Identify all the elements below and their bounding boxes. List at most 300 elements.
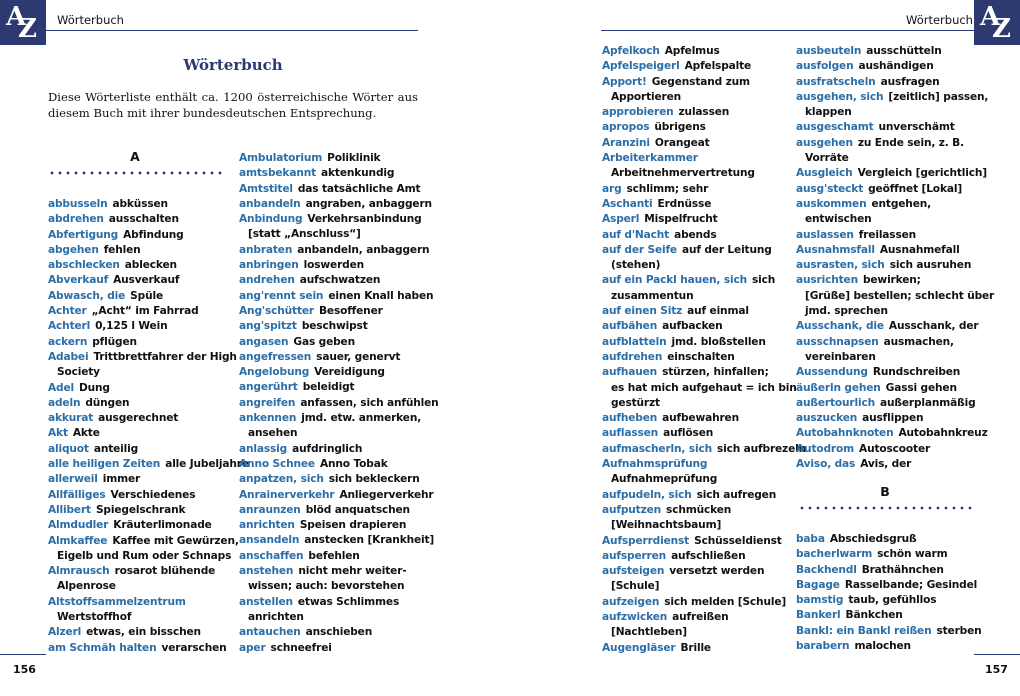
entry-definition: malochen [854, 640, 911, 653]
dictionary-entry [239, 166, 427, 181]
dictionary-entry [602, 595, 790, 610]
entry-definition: ablecken [124, 259, 177, 272]
entry-term: Altstoffsammelzentrum [48, 595, 186, 608]
entry-definition: Besoffener [318, 304, 383, 317]
entry-definition: schneefrei [270, 641, 332, 654]
entry-term: alle heiligen Zeiten [48, 458, 161, 471]
dictionary-entry [602, 228, 790, 243]
dictionary-entry [239, 595, 427, 610]
entry-term: Bagage [796, 578, 840, 591]
entry-definition: Dung [79, 381, 110, 394]
entry-definition: Anno Tobak [319, 457, 388, 470]
entry-definition: sich melden [Schule] [664, 595, 787, 608]
entry-definition: ausgerechnet [98, 412, 179, 425]
dictionary-entry [602, 44, 790, 59]
entry-term: Ausgleich [796, 167, 853, 180]
dictionary-entry [239, 641, 427, 656]
entry-term: auf ein Packl hauen, sich [602, 274, 747, 287]
entry-term: ausfolgen [796, 60, 854, 73]
entry-definition: Poliklinik [327, 152, 381, 164]
entry-definition: Apfelspalte [684, 60, 752, 73]
dictionary-entry [48, 197, 236, 212]
dictionary-entry [796, 578, 984, 593]
dictionary-entry [602, 120, 790, 135]
dictionary-entry [239, 564, 427, 579]
dictionary-entry [602, 365, 790, 380]
entry-term: Backhendl [796, 563, 857, 576]
dictionary-entry [48, 488, 236, 503]
entry-definition: das tatsächliche Amt [297, 182, 421, 195]
dictionary-entry [796, 532, 984, 547]
dictionary-entry [602, 59, 790, 74]
dictionary-entry [602, 442, 806, 457]
entry-definition: [zeitlich] passen, [888, 90, 989, 103]
entry-column-2 [239, 151, 439, 656]
entry-definition: übrigens [654, 121, 706, 134]
entry-term: anbandeln [239, 197, 301, 210]
entry-term: anlassig [239, 442, 288, 455]
dictionary-entry [602, 335, 790, 350]
entry-term: Alzerl [48, 626, 82, 639]
entry-definition: anbandeln, anbaggern [297, 243, 430, 256]
entry-term: andrehen [239, 274, 295, 287]
entry-term: Arbeiterkammer [602, 152, 698, 165]
entry-term: auszucken [796, 412, 858, 425]
entry-term: Aschanti [602, 197, 653, 210]
entry-term: Aviso, das [796, 458, 856, 471]
entry-definition: Rundschreiben [872, 366, 961, 379]
entry-term: Achterl [48, 320, 91, 333]
entry-term: aliquot [48, 442, 89, 455]
dictionary-entry [796, 243, 984, 258]
entry-term: Adel [48, 381, 74, 394]
entry-definition: sich aufbrezeln [716, 442, 806, 455]
header-rule [46, 30, 418, 31]
section-divider [48, 171, 226, 175]
dictionary-entry [239, 289, 434, 304]
dictionary-entry [239, 457, 427, 472]
dictionary-entry [602, 197, 790, 212]
entry-definition: wissen; auch: bevorstehen [248, 580, 405, 593]
entry-definition: beschwipst [301, 320, 368, 333]
entry-continuation [48, 549, 236, 564]
dictionary-entry [796, 593, 984, 608]
entry-term: ausgehen, sich [796, 90, 884, 103]
dictionary-entry [796, 547, 984, 562]
dictionary-entry [239, 380, 427, 395]
entry-term: Almdudler [48, 519, 109, 532]
dictionary-entry [48, 304, 236, 319]
entry-term: akkurat [48, 412, 94, 425]
dictionary-entry [602, 564, 790, 579]
dictionary-entry [796, 228, 984, 243]
entry-term: angerührt [239, 381, 298, 394]
entry-definition: Ausverkauf [113, 274, 180, 287]
entry-definition: Autobahnkreuz [898, 427, 988, 440]
entry-definition: aufdringlich [292, 442, 363, 455]
entry-definition: entgehen, [871, 197, 932, 210]
entry-definition: klappen [805, 106, 852, 119]
dictionary-entry [602, 304, 790, 319]
entry-definition: schön warm [877, 548, 948, 561]
entry-definition: Abschiedsgruß [829, 533, 917, 545]
dictionary-entry [48, 319, 236, 334]
dictionary-entry [602, 488, 790, 503]
entry-definition: aufschließen [671, 549, 746, 562]
dictionary-entry [796, 166, 987, 181]
intro-paragraph: Diese Wörterliste enthält ca. 1200 österreichische Wörter aus diesem Buch mit ihrer bundesdeutschen Entsprechung. [48, 90, 418, 120]
entry-definition: sauer, genervt [316, 350, 401, 363]
entry-continuation [796, 304, 984, 319]
entry-definition: anstecken [Krankheit] [304, 534, 435, 547]
entry-definition: Spiegelschrank [95, 503, 186, 516]
entry-term: ausg'steckt [796, 182, 864, 195]
entry-term: anschaffen [239, 549, 304, 562]
dictionary-entry [602, 610, 790, 625]
entry-definition: außerplanmäßig [879, 396, 976, 409]
entry-term: anstellen [239, 595, 293, 608]
page-number: 156 [13, 663, 36, 676]
entry-definition: nicht mehr weiter- [298, 565, 407, 578]
dictionary-entry [48, 534, 239, 549]
entry-definition: „Acht“ im Fahrrad [91, 305, 199, 318]
entry-definition: [Grüße] bestellen; schlecht über [805, 289, 995, 302]
entry-term: Ambulatorium [239, 152, 323, 164]
entry-term: Adabei [48, 350, 89, 363]
dictionary-entry [48, 625, 236, 640]
entry-continuation [796, 105, 984, 120]
dictionary-entry [48, 457, 249, 472]
dictionary-entry [602, 151, 790, 166]
dictionary-entry [796, 90, 989, 105]
entry-definition: ausschalten [108, 213, 179, 226]
entry-continuation [48, 579, 236, 594]
entry-definition: Erdnüsse [657, 197, 712, 210]
entry-term: Apport! [602, 75, 647, 88]
entry-term: bamstig [796, 594, 844, 607]
entry-term: Bankl: ein Bankl reißen [796, 624, 932, 637]
entry-term: barabern [796, 640, 850, 653]
entry-definition: Gas geben [293, 335, 355, 348]
entry-definition: ausflippen [862, 412, 924, 425]
entry-term: Aranzini [602, 136, 650, 149]
dictionary-entry [48, 228, 236, 243]
entry-term: Aufsperrdienst [602, 534, 690, 547]
entry-term: Abfertigung [48, 228, 119, 241]
entry-definition: fehlen [103, 243, 141, 256]
dictionary-entry [48, 258, 236, 273]
entry-definition: auf der Leitung [681, 243, 772, 256]
entry-term: arg [602, 182, 622, 195]
dictionary-entry [796, 319, 984, 334]
dictionary-entry [48, 426, 236, 441]
entry-definition: Brathähnchen [861, 563, 944, 576]
entry-definition: auf einmal [687, 305, 749, 318]
dictionary-entry [48, 442, 236, 457]
entry-term: ankennen [239, 412, 297, 425]
entry-definition: Gegenstand zum [651, 75, 750, 88]
dictionary-entry [796, 182, 984, 197]
dictionary-entry [796, 273, 984, 288]
entry-term: auflassen [602, 427, 659, 440]
entry-definition: sich aufregen [696, 488, 777, 501]
dictionary-entry [239, 625, 427, 640]
entry-term: Asperl [602, 213, 640, 226]
dictionary-entry [48, 472, 236, 487]
entry-definition: schmücken [666, 503, 732, 516]
dictionary-entry [796, 442, 984, 457]
dictionary-entry [602, 212, 790, 227]
entry-definition: blöd anquatschen [305, 503, 410, 516]
entry-continuation [796, 151, 984, 166]
entry-term: aufzeigen [602, 595, 660, 608]
entry-definition: Orangeat [654, 136, 710, 149]
entry-definition: Avis, der [860, 458, 912, 471]
right-page [510, 0, 1020, 696]
dictionary-entry [796, 624, 984, 639]
entry-term: ausrasten, sich [796, 259, 885, 272]
entry-definition: ausmachen, [883, 335, 954, 348]
dictionary-entry [602, 503, 790, 518]
entry-definition: zu Ende sein, z. B. [857, 136, 964, 149]
entry-term: abbusseln [48, 198, 108, 210]
entry-term: Angelobung [239, 366, 310, 379]
entry-definition: pflügen [92, 335, 137, 348]
entry-definition: sich bekleckern [328, 473, 420, 486]
dictionary-entry [239, 503, 427, 518]
dictionary-entry [48, 411, 236, 426]
entry-term: Anbindung [239, 213, 303, 226]
entry-term: aufputzen [602, 503, 662, 516]
entry-term: Abwasch, die [48, 289, 126, 302]
entry-definition: ausschütteln [866, 45, 942, 57]
dictionary-entry [239, 304, 427, 319]
entry-continuation [602, 625, 790, 640]
entry-definition: aufreißen [672, 610, 729, 623]
entry-definition: alle Jubeljahre [165, 458, 249, 471]
entry-continuation [602, 289, 790, 304]
entry-term: allerweil [48, 473, 98, 486]
entry-term: approbieren [602, 106, 674, 119]
entry-term: adeln [48, 396, 81, 409]
dictionary-entry [796, 563, 984, 578]
dictionary-entry [239, 335, 427, 350]
footer-rule [0, 654, 46, 655]
entry-term: aufzwicken [602, 610, 668, 623]
entry-term: Almrausch [48, 565, 110, 578]
entry-term: aufsperren [602, 549, 667, 562]
dictionary-entry [48, 273, 236, 288]
entry-definition: gestürzt [611, 396, 660, 409]
dictionary-entry [239, 442, 427, 457]
entry-term: anrichten [239, 519, 295, 532]
dictionary-entry [239, 549, 427, 564]
dictionary-entry [239, 488, 434, 503]
entry-term: abdrehen [48, 213, 104, 226]
entry-term: Anno Schnee [239, 457, 315, 470]
dictionary-entry [796, 197, 984, 212]
dictionary-entry [796, 365, 984, 380]
entry-continuation [602, 396, 790, 411]
dictionary-entry [239, 533, 435, 548]
entry-definition: Bänkchen [845, 609, 903, 622]
entry-definition: anteilig [93, 442, 139, 455]
entry-term: aufpudeln, sich [602, 488, 692, 501]
section-letter-b: B [880, 484, 890, 499]
entry-term: Apfelspeigerl [602, 60, 680, 73]
entry-term: baba [796, 533, 825, 545]
dictionary-entry [48, 503, 236, 518]
entry-definition: Brille [680, 641, 711, 654]
entry-definition: jmd. sprechen [805, 305, 888, 318]
dictionary-entry [239, 396, 439, 411]
entry-definition: aktenkundig [321, 167, 395, 180]
entry-definition: jmd. etw. anmerken, [301, 412, 422, 425]
entry-definition: angraben, anbaggern [305, 197, 432, 210]
running-header: Wörterbuch [57, 13, 124, 27]
dictionary-entry [796, 639, 984, 654]
dictionary-entry [796, 44, 984, 59]
dictionary-entry [602, 641, 790, 656]
dictionary-entry [48, 641, 236, 656]
entry-term: amtsbekannt [239, 167, 317, 180]
entry-term: aufblatteln [602, 335, 667, 348]
dictionary-entry [239, 350, 427, 365]
dictionary-entry [239, 197, 432, 212]
entry-term: ansandeln [239, 534, 300, 547]
az-logo-icon: A Z [974, 0, 1020, 45]
entry-term: anbraten [239, 243, 293, 256]
entry-term: aufsteigen [602, 565, 665, 578]
entry-term: ausgehen [796, 136, 853, 149]
entry-definition: bewirken; [862, 274, 921, 287]
dictionary-entry [602, 273, 790, 288]
entry-definition: aufbacken [662, 320, 723, 333]
entry-term: Autodrom [796, 442, 855, 455]
dictionary-entry [239, 319, 427, 334]
entry-definition: sich [752, 274, 776, 287]
entry-definition: immer [102, 473, 141, 486]
entry-term: Ang'schütter [239, 304, 314, 317]
header-rule [601, 30, 975, 31]
entry-term: Aufnahmsprüfung [602, 458, 708, 471]
dictionary-entry [239, 472, 427, 487]
entry-definition: aushändigen [858, 60, 934, 73]
entry-term: Anrainerverkehr [239, 488, 335, 501]
entry-term: anpatzen, sich [239, 473, 324, 486]
entry-term: Aussendung [796, 366, 868, 379]
entry-term: aufmascherln, sich [602, 442, 712, 455]
entry-definition: anrichten [248, 610, 304, 623]
entry-definition: schlimm; sehr [626, 182, 709, 195]
entry-definition: Autoscooter [859, 442, 931, 455]
entry-term: Abverkauf [48, 274, 109, 287]
entry-term: angreifen [239, 396, 296, 409]
dictionary-entry [796, 608, 984, 623]
entry-definition: befehlen [308, 549, 360, 562]
entry-definition: 0,125 l Wein [95, 320, 168, 333]
entry-column-2 [796, 44, 995, 472]
entry-continuation [796, 289, 995, 304]
dictionary-entry [48, 335, 236, 350]
entry-term: Allibert [48, 503, 91, 516]
dictionary-entry [239, 212, 427, 227]
dictionary-entry [796, 381, 984, 396]
dictionary-entry [796, 335, 984, 350]
dictionary-entry [602, 105, 790, 120]
dictionary-entry [48, 564, 236, 579]
entry-term: ang'spitzt [239, 320, 297, 333]
dictionary-entry [602, 426, 790, 441]
entry-continuation [239, 610, 427, 625]
entry-term: Amtstitel [239, 182, 293, 195]
entry-term: Ausschank, die [796, 320, 884, 333]
entry-term: apropos [602, 121, 650, 134]
dictionary-entry [602, 457, 790, 472]
entry-definition: Society [57, 366, 100, 379]
entry-definition: Schüsseldienst [694, 534, 782, 547]
entry-definition: Akte [72, 427, 100, 440]
entry-column-2b [796, 532, 984, 654]
dictionary-entry [602, 136, 790, 151]
entry-term: ang'rennt sein [239, 289, 324, 302]
dictionary-entry [796, 426, 988, 441]
entry-term: auf einen Sitz [602, 305, 683, 318]
entry-definition: [Schule] [611, 580, 660, 593]
dictionary-entry [239, 243, 430, 258]
dictionary-entry [48, 595, 236, 610]
entry-definition: Ausnahmefall [879, 243, 960, 256]
entry-continuation [602, 518, 790, 533]
dictionary-entry [602, 549, 790, 564]
entry-continuation [48, 610, 236, 625]
entry-term: ausfratscheln [796, 75, 876, 88]
dictionary-entry [796, 457, 984, 472]
dictionary-entry [602, 350, 790, 365]
entry-term: auf der Seife [602, 243, 677, 256]
entry-term: Bankerl [796, 609, 841, 622]
entry-continuation [602, 381, 797, 396]
entry-definition: Wertstoffhof [57, 611, 132, 624]
entry-definition: vereinbaren [805, 350, 876, 363]
entry-definition: Anliegerverkehr [339, 488, 434, 501]
entry-column-1 [48, 197, 249, 656]
az-logo-icon: A Z [0, 0, 46, 45]
entry-definition: Verkehrsanbindung [307, 213, 422, 226]
dictionary-entry [239, 518, 427, 533]
entry-definition: aufbewahren [662, 412, 739, 425]
entry-term: bacherlwarm [796, 548, 873, 561]
running-header: Wörterbuch [906, 13, 973, 27]
entry-term: ausschnapsen [796, 335, 879, 348]
entry-continuation [602, 166, 790, 181]
dictionary-entry [796, 411, 984, 426]
entry-definition: sterben [936, 624, 982, 637]
entry-term: Achter [48, 305, 87, 318]
entry-definition: Rasselbande; Gesindel [844, 578, 978, 591]
dictionary-entry [239, 151, 427, 166]
dictionary-entry [239, 411, 427, 426]
entry-term: anbringen [239, 259, 299, 272]
entry-definition: Eigelb und Rum oder Schnaps [57, 549, 232, 562]
section-letter-a: A [130, 149, 140, 164]
entry-definition: abends [674, 228, 717, 241]
dictionary-entry [796, 258, 984, 273]
entry-term: aufheben [602, 412, 658, 425]
entry-definition: [Nachtleben] [611, 626, 687, 639]
dictionary-entry [239, 182, 427, 197]
entry-term: abgehen [48, 243, 99, 256]
